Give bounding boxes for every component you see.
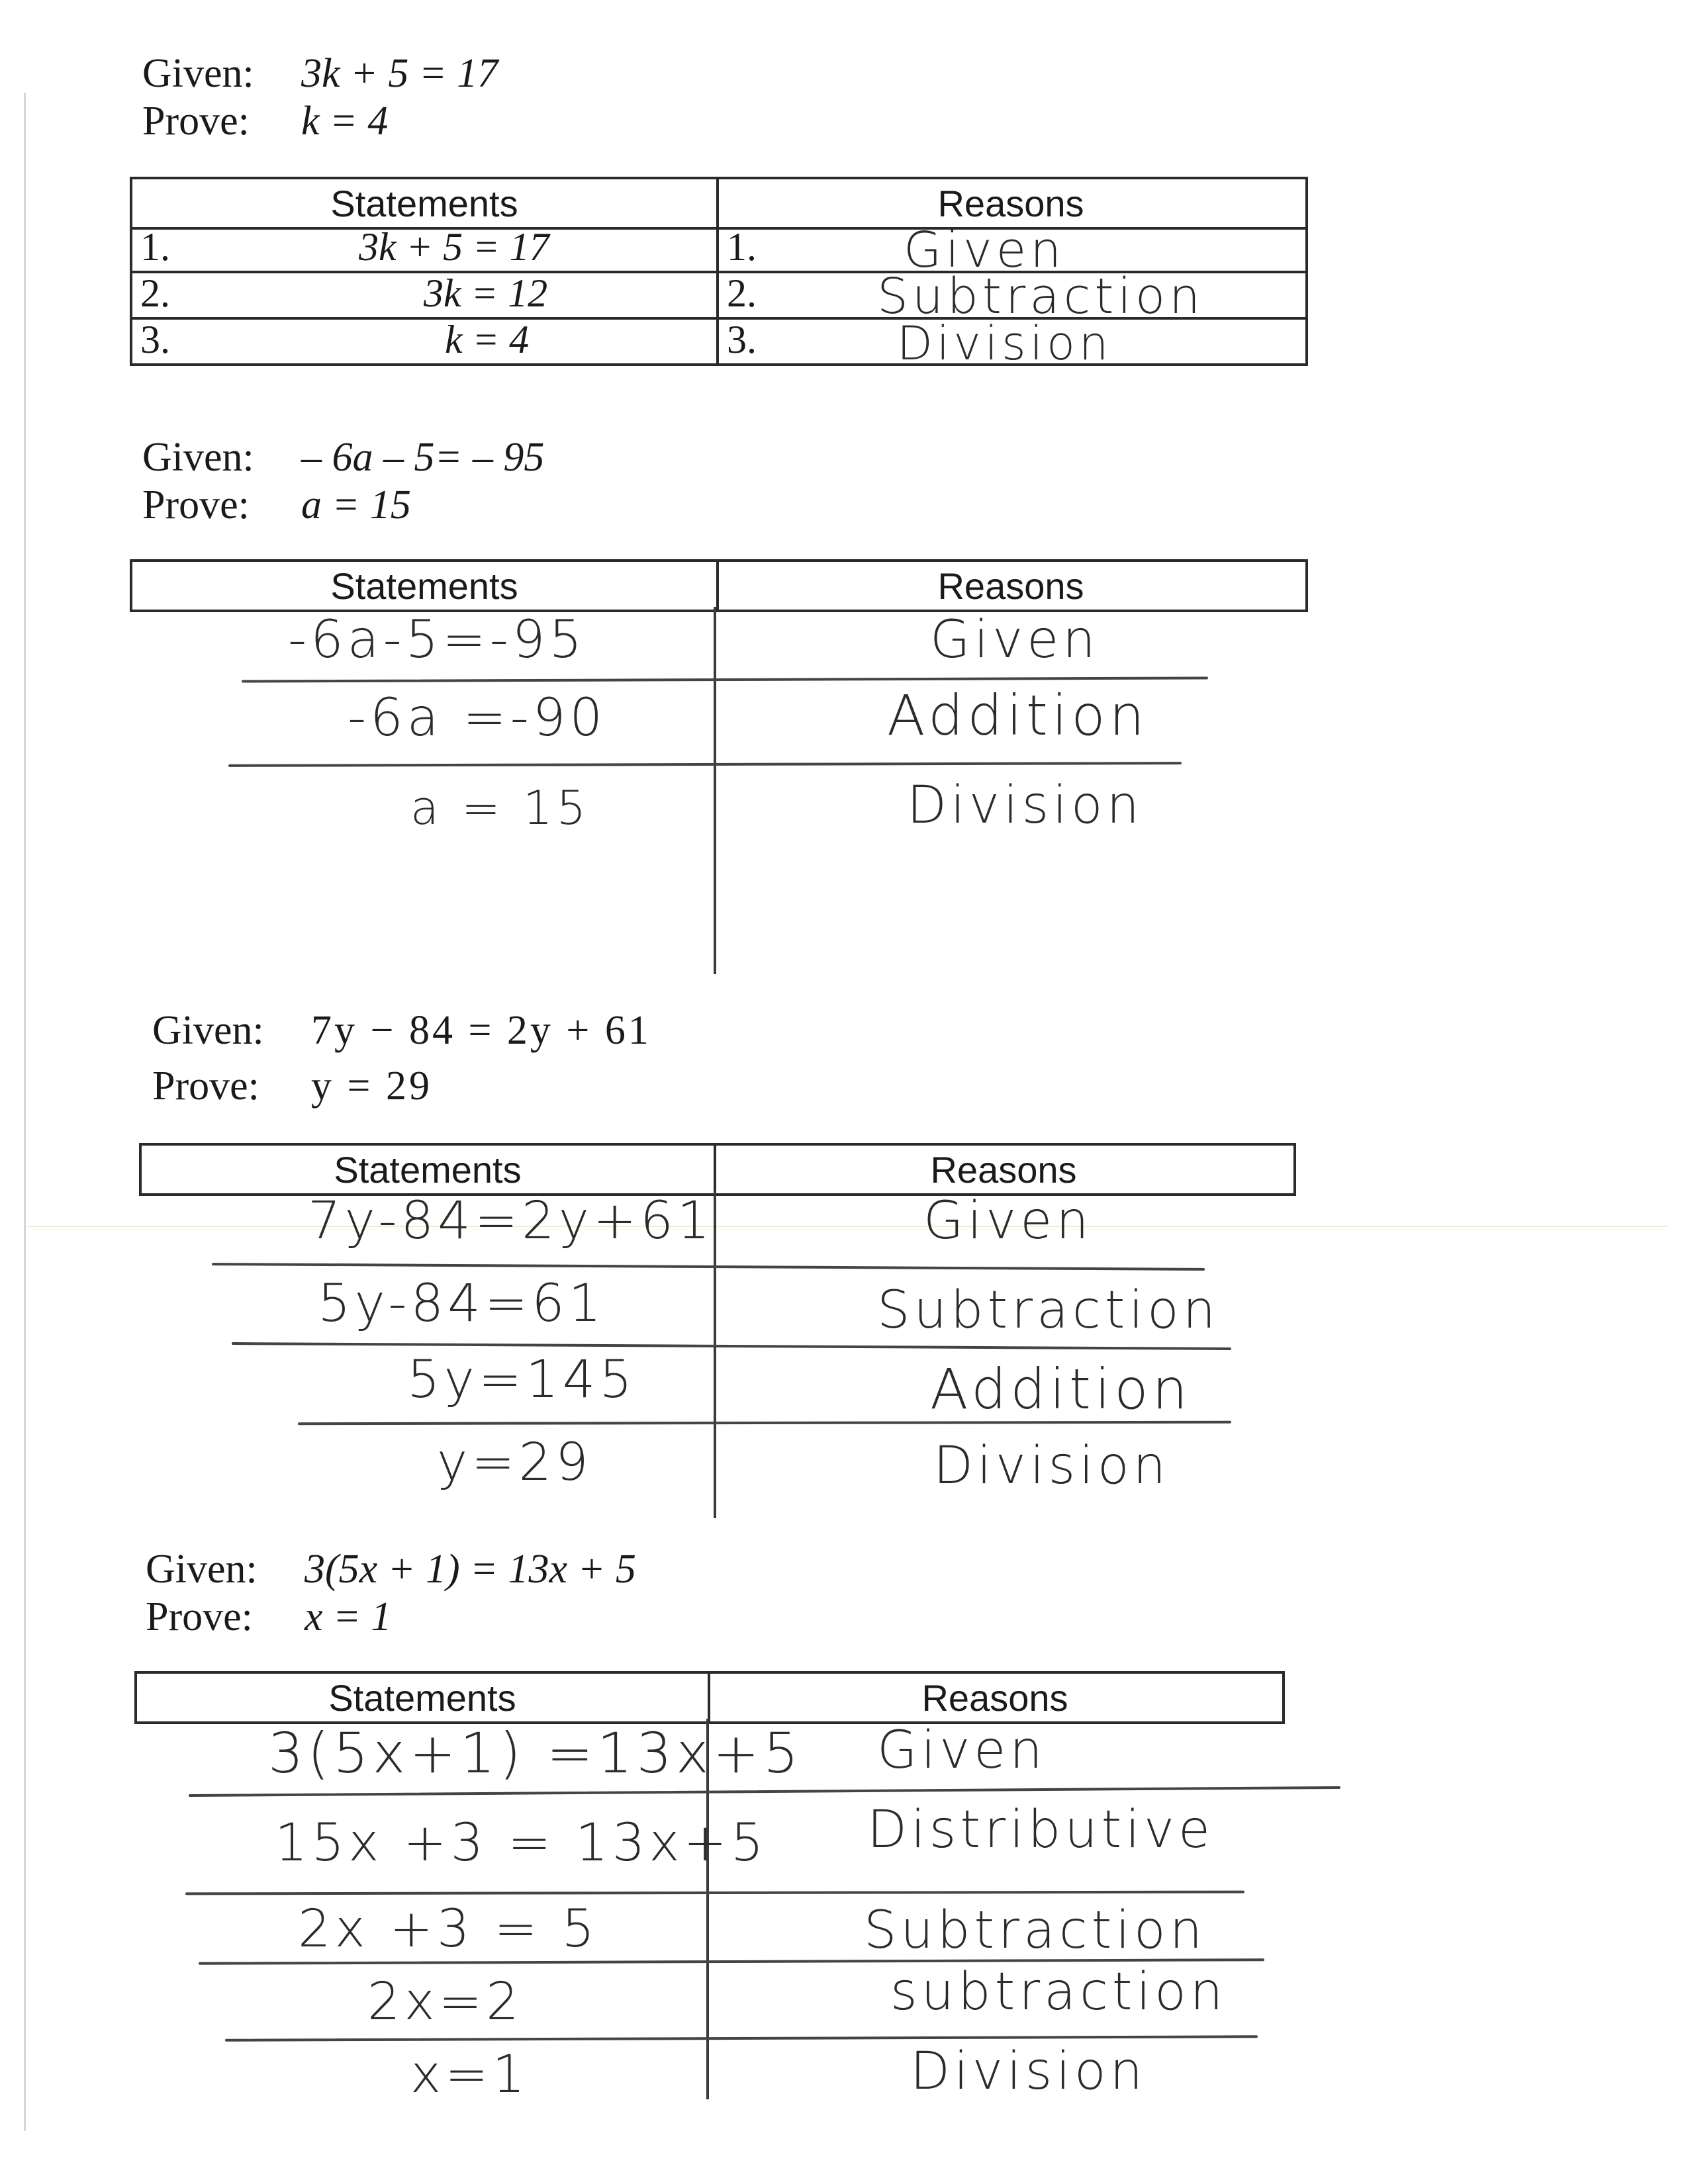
proof3-table-header [139,1143,1296,1196]
statements-header: Statements [132,562,719,610]
statements-header: Statements [132,179,719,227]
given-label: Given: [142,435,254,480]
given-equation: 3(5x + 1) = 13x + 5 [305,1547,636,1592]
row-number: 3. [140,318,170,361]
handwritten-reason: Given [904,222,1066,279]
proof3-given-prove [152,1003,651,1114]
statement-text: k = 4 [445,318,530,361]
handwritten-statement: 15x +3 = 13x+5 [275,1813,768,1873]
handwritten-reason: Subtraction [864,1901,1207,1960]
handwritten-statement: 5y-84=61 [318,1274,606,1334]
given-label: Given: [146,1547,258,1592]
statement-text: 3k = 12 [424,271,548,315]
scan-fold-line [26,1226,1668,1227]
given-equation: – 6a – 5= – 95 [301,435,545,480]
handwritten-statement: x=1 [410,2045,530,2105]
handwritten-reason: Division [910,2042,1147,2101]
prove-equation: k = 4 [301,99,389,144]
handwritten-reason: Distributive [867,1800,1215,1860]
row-rule [189,1786,1340,1797]
reason-number: 3. [727,318,757,361]
prove-label: Prove: [146,1594,253,1639]
reasons-header: Reasons [937,182,1084,224]
prove-equation: a = 15 [301,482,411,527]
statements-header: Statements [142,1146,716,1193]
handwritten-statement: 7y-84=2y+61 [308,1191,714,1251]
handwritten-statement: 5y=145 [407,1350,637,1410]
row-number: 1. [140,225,170,269]
prove-equation: y = 29 [311,1064,432,1109]
scan-edge-shadow [24,93,26,2131]
reasons-header: Reasons [921,1676,1068,1719]
prove-label: Prove: [142,482,250,527]
row-rule [212,1263,1205,1271]
prove-label: Prove: [152,1064,259,1109]
given-label: Given: [142,51,254,96]
proof1-table-header [130,177,1308,230]
handwritten-statement: -6a =-90 [348,688,607,748]
statements-header: Statements [137,1674,710,1721]
handwritten-reason: Subtraction [877,1281,1220,1340]
proof2-table-header [130,559,1308,612]
handwritten-statement: 2x +3 = 5 [298,1899,599,1959]
reasons-header: Reasons [930,1148,1077,1191]
statement-text: 3k + 5 = 17 [359,225,549,269]
column-divider [714,607,716,974]
given-equation: 3k + 5 = 17 [301,51,498,96]
column-divider [714,1191,716,1518]
row-rule [185,1891,1244,1895]
row-rule [225,2035,1258,2041]
given-label: Given: [152,1008,264,1053]
handwritten-reason: Addition [930,1357,1192,1422]
row-rule [242,676,1208,682]
prove-equation: x = 1 [305,1594,392,1639]
handwritten-reason: Given [923,1191,1093,1251]
handwritten-reason: Given [877,1721,1047,1780]
proof1-given-prove [142,50,498,145]
row-number: 2. [140,271,170,315]
handwritten-reason: Given [930,610,1100,670]
prove-label: Prove: [142,99,250,144]
given-equation: 7y − 84 = 2y + 61 [311,1008,651,1053]
reasons-header: Reasons [937,565,1084,607]
handwritten-reason: Addition [887,683,1149,748]
handwritten-reason: Subtraction [877,268,1205,325]
row-rule [228,762,1182,767]
proof1-row-1 [130,224,1308,273]
handwritten-statement: 3(5x+1) =13x+5 [268,1721,803,1786]
row-rule [232,1342,1231,1350]
reason-number: 2. [727,271,757,315]
proof2-given-prove [142,433,544,529]
handwritten-statement: y=29 [437,1433,592,1492]
handwritten-reason: Division [933,1436,1170,1496]
reason-number: 1. [727,225,757,269]
handwritten-reason: Division [897,316,1113,371]
handwritten-statement: a = 15 [410,781,590,835]
proof4-given-prove [146,1545,636,1641]
handwritten-statement: 2x=2 [367,1972,523,2032]
proof4-table-header [134,1671,1285,1724]
handwritten-reason: subtraction [890,1962,1227,2022]
handwritten-statement: -6a-5=-95 [288,610,586,670]
handwritten-reason: Division [907,776,1144,835]
